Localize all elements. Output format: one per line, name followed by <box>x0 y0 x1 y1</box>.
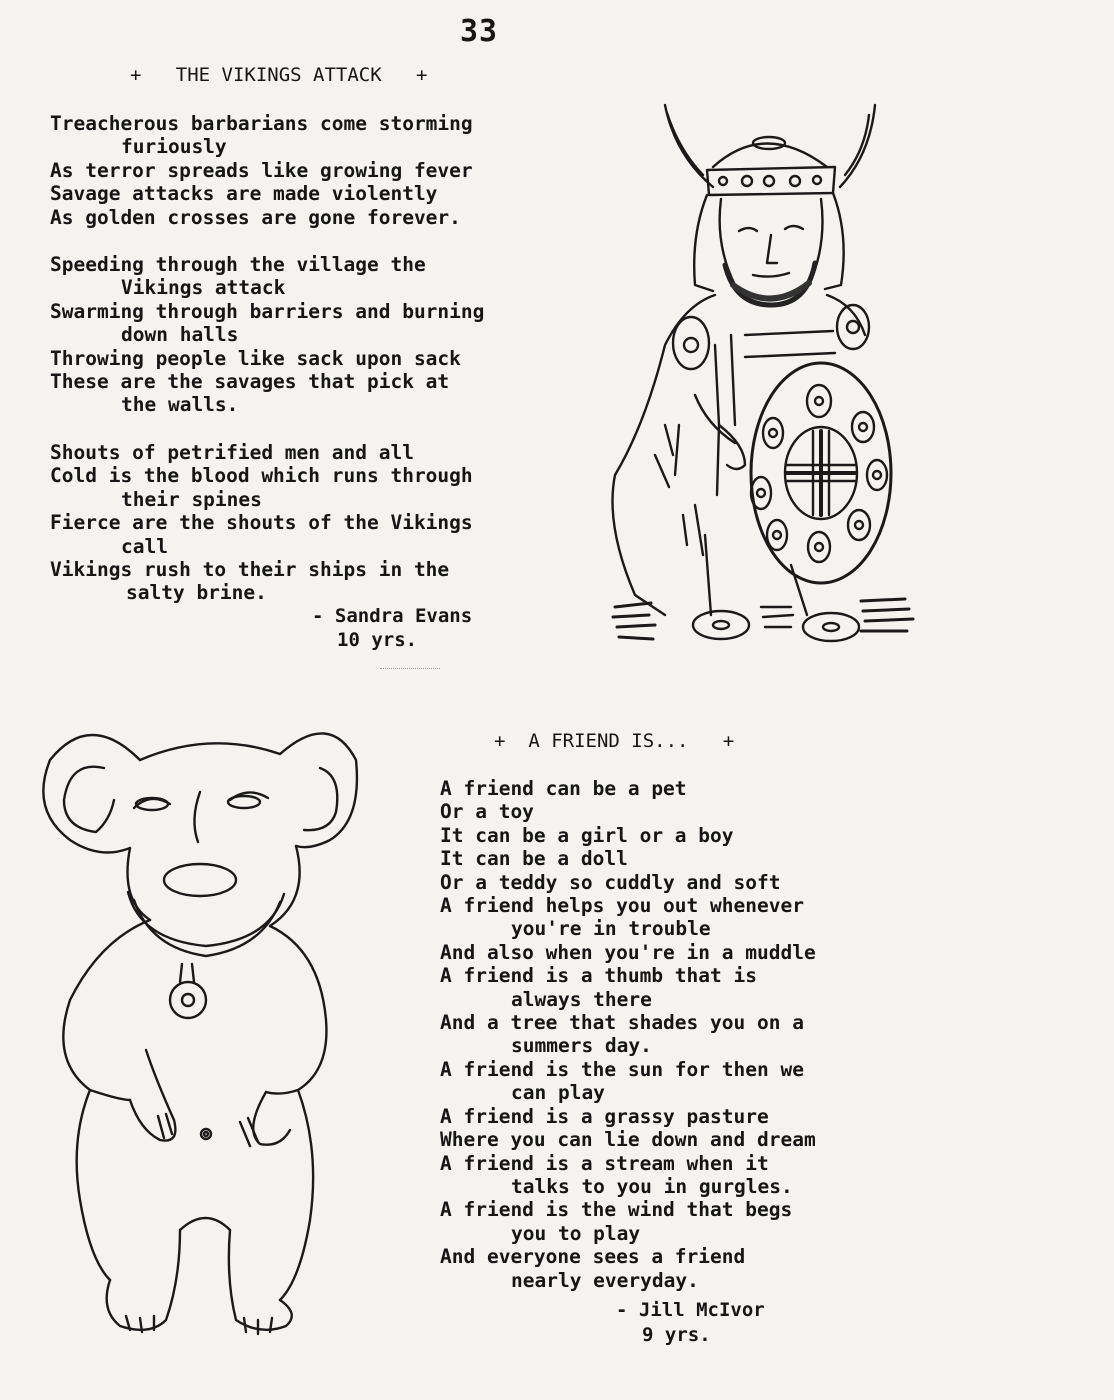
poem-line: you to play <box>511 1221 641 1245</box>
poem-title-vikings: + THE VIKINGS ATTACK + <box>130 64 428 86</box>
poem-line: These are the savages that pick at <box>50 370 450 394</box>
poem-line: Cold is the blood which runs through <box>50 464 473 488</box>
viking-drawing <box>595 95 925 655</box>
poem-line: Fierce are the shouts of the Vikings <box>50 511 473 535</box>
poem-line: furiously <box>121 135 227 159</box>
poem-line: A friend is a stream when it <box>440 1151 769 1175</box>
poem-line: you're in trouble <box>511 917 711 941</box>
poem-line: And also when you're in a muddle <box>440 940 816 964</box>
poem-line: A friend is the sun for then we <box>440 1057 804 1081</box>
poem-line: call <box>121 534 168 558</box>
page-number: 33 <box>460 14 499 49</box>
poem-line: Or a teddy so cuddly and soft <box>440 870 781 894</box>
poem-line: Shouts of petrified men and all <box>50 440 414 464</box>
poem-vikings-age: 10 yrs. <box>337 629 418 651</box>
poem-line: the walls. <box>121 393 239 417</box>
poem-line: Throwing people like sack upon sack <box>50 346 461 370</box>
poem-line: A friend is a grassy pasture <box>440 1104 769 1128</box>
poem-friend-body <box>440 777 816 1292</box>
poem-line: A friend is a thumb that is <box>440 964 757 988</box>
poem-line: down halls <box>121 323 239 347</box>
poem-line: nearly everyday. <box>511 1268 699 1292</box>
poem-line: As terror spreads like growing fever <box>50 158 473 182</box>
poem-line: And a tree that shades you on a <box>440 1011 804 1035</box>
poem-friend-author: - Jill McIvor <box>616 1299 765 1321</box>
poem-friend-age: 9 yrs. <box>642 1324 711 1346</box>
poem-line: Speeding through the village the <box>50 253 426 277</box>
poem-line: It can be a doll <box>440 847 628 871</box>
poem-line: can play <box>511 1081 605 1105</box>
poem-line: Savage attacks are made violently <box>50 182 438 206</box>
poem-vikings-author: - Sandra Evans <box>312 605 473 627</box>
poem-vikings-body <box>50 112 484 605</box>
poem-line: And everyone sees a friend <box>440 1245 746 1269</box>
poem-line: Or a toy <box>440 800 534 824</box>
divider <box>380 668 440 669</box>
poem-line: A friend is the wind that begs <box>440 1198 793 1222</box>
poem-line: A friend helps you out whenever <box>440 894 804 918</box>
poem-line: It can be a girl or a boy <box>440 823 734 847</box>
poem-line: Swarming through barriers and burning <box>50 299 485 323</box>
poem-line: talks to you in gurgles. <box>511 1174 793 1198</box>
poem-line: Vikings attack <box>121 276 286 300</box>
poem-line: Vikings rush to their ships in the <box>50 557 450 581</box>
poem-line: A friend can be a pet <box>440 777 687 800</box>
poem-line: their spines <box>121 487 262 511</box>
poem-line: As golden crosses are gone forever. <box>50 205 461 229</box>
poem-line: salty brine. <box>126 581 267 605</box>
poem-line: always there <box>511 987 652 1011</box>
teddy-bear-drawing <box>30 720 370 1340</box>
poem-line: Where you can lie down and dream <box>440 1128 816 1152</box>
poem-line: Treacherous barbarians come storming <box>50 112 473 135</box>
poem-title-friend: + A FRIEND IS... + <box>494 730 735 752</box>
poem-line: summers day. <box>511 1034 652 1058</box>
